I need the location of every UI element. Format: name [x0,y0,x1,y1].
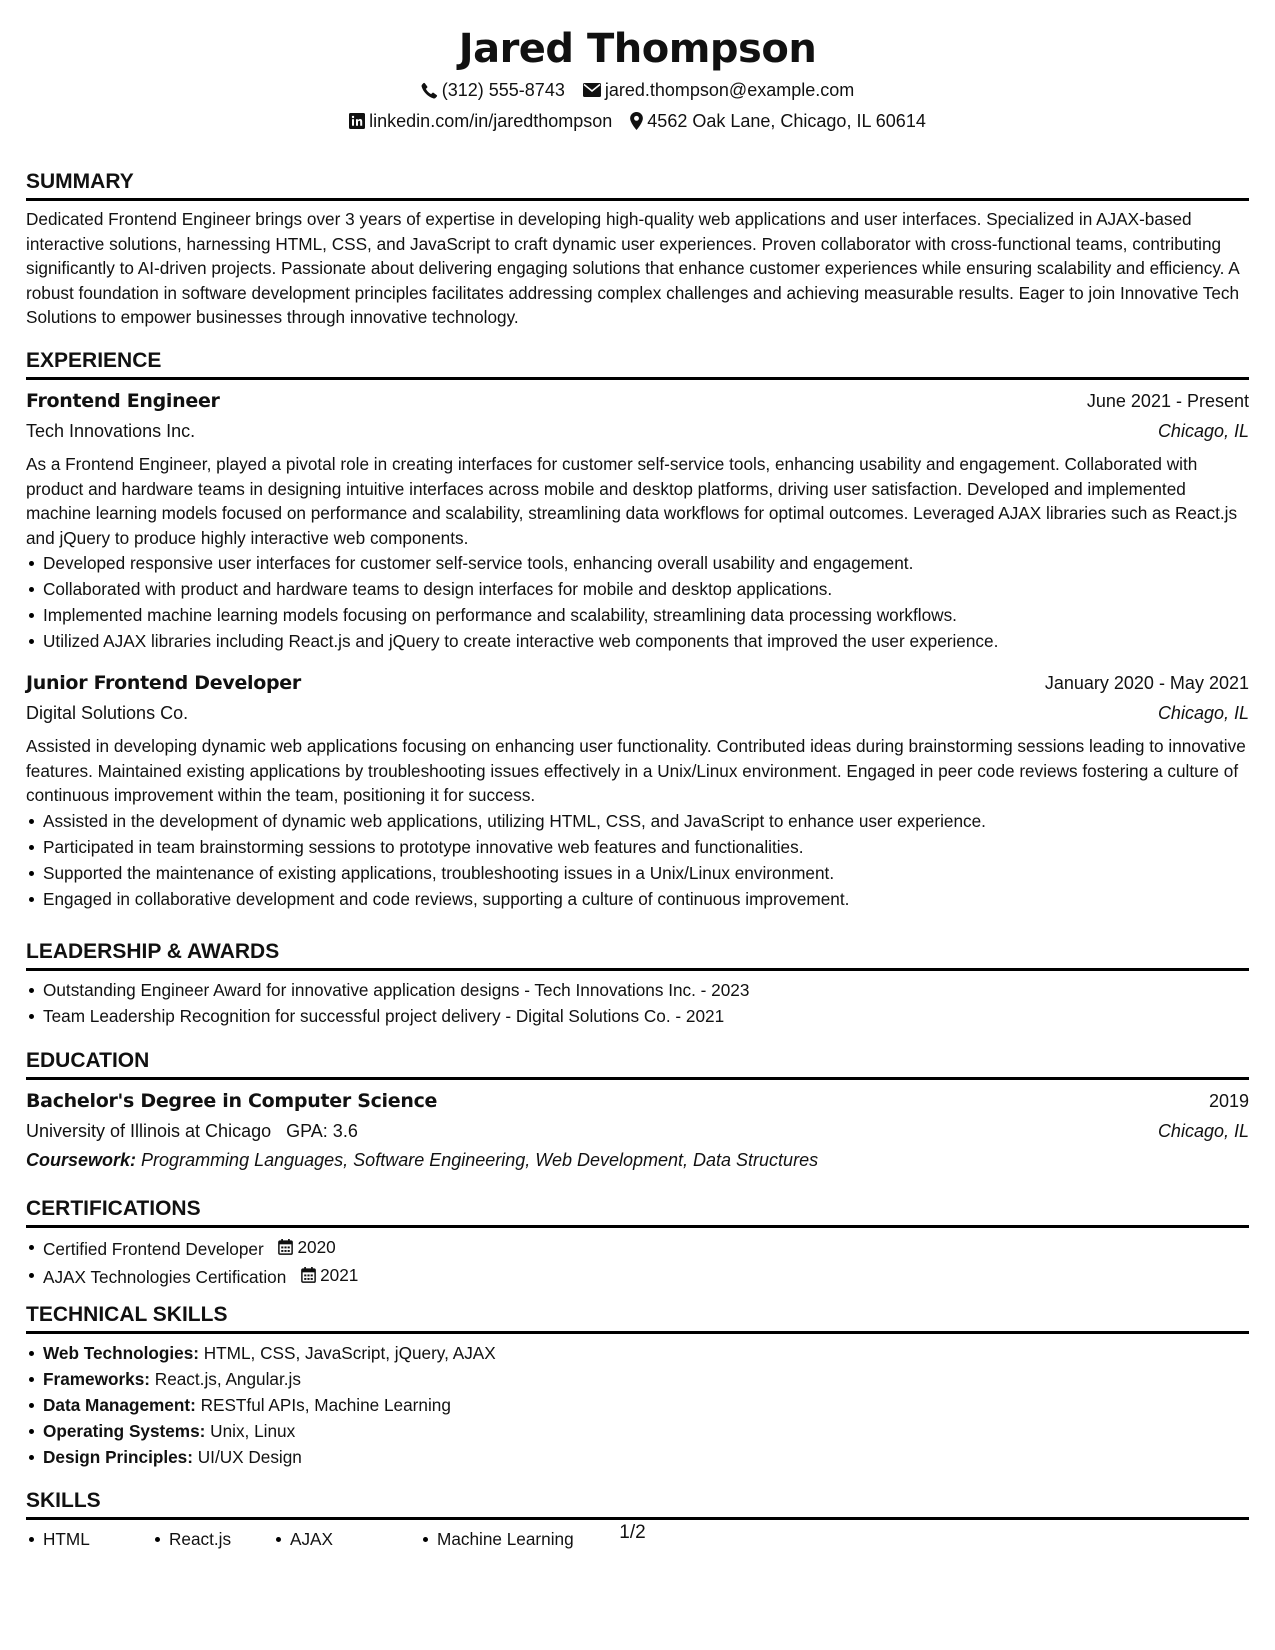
skill-values: RESTful APIs, Machine Learning [200,1395,451,1415]
award-item: Team Leadership Recognition for successful project delivery - Digital Solutions Co. - 2021 [43,1003,1249,1029]
job-bullet: Developed responsive user interfaces for customer self-service tools, enhancing overall usability and engagement. [43,550,1249,576]
job-bullet: Engaged in collaborative development and code reviews, supporting a culture of continuous improvement. [43,886,1249,912]
job-bullet: Collaborated with product and hardware teams to design interfaces for mobile and desktop applications. [43,576,1249,602]
calendar-icon [301,1267,316,1283]
technical-skill-item [43,1392,1249,1418]
coursework-label: Coursework: [26,1150,137,1170]
contact-linkedin[interactable] [349,108,612,134]
contact-email[interactable] [583,77,854,103]
job-company: Digital Solutions Co. [26,703,189,723]
job-company: Tech Innovations Inc. [26,421,196,441]
job-entry [26,386,1249,654]
skill-item: HTML [43,1526,169,1552]
address-text: 4562 Oak Lane, Chicago, IL 60614 [647,111,926,131]
skill-category: Frameworks: [43,1369,150,1389]
certification-name: Certified Frontend Developer [43,1239,264,1259]
contact-phone [421,77,565,103]
linkedin-icon [349,113,365,129]
job-bullet: Participated in team brainstorming sessions to prototype innovative web features and functionalities. [43,834,1249,860]
skill-category: Web Technologies: [43,1343,199,1363]
job-bullet: Implemented machine learning models focusing on performance and scalability, streamlining data processing workflows. [43,602,1249,628]
skill-item: Machine Learning [437,1526,574,1552]
section-heading-leadership: LEADERSHIP & AWARDS [26,938,1249,971]
section-heading-experience: EXPERIENCE [26,347,1249,380]
certifications-section [26,1195,1249,1290]
map-pin-icon [630,112,643,130]
skill-item: React.js [169,1526,290,1552]
leadership-section [26,938,1249,1029]
technical-skills-list [26,1340,1249,1470]
section-heading-technical-skills: TECHNICAL SKILLS [26,1301,1249,1334]
coursework-line [26,1146,1249,1174]
envelope-icon [583,83,601,97]
summary-text: Dedicated Frontend Engineer brings over 3 years of expertise in developing high-quality web applications and user interfaces. Specialized in AJAX-based interactive solutions, harnessing HTML, CSS, and JavaScript to craft dynamic user experiences. Proven collaborator with cross-functional teams, contributing significantly to AI-driven projects. Passionate about delivering engaging solutions that enhance customer experiences while ensuring scalability and efficiency. A robust foundation in software development principles facilitates addressing complex challenges and achieving measurable results. Eager to join Innovative Tech Solutions to empower businesses through innovative technology. [26,209,1240,327]
summary-section [26,168,1249,330]
job-bullet: Utilized AJAX libraries including React.js and jQuery to create interactive web components that improved the user experience. [43,628,1249,654]
job-location: Chicago, IL [1157,703,1249,723]
job-bullet: Supported the maintenance of existing applications, troubleshooting issues in a Unix/Linux environment. [43,860,1249,886]
degree-title: Bachelor's Degree in Computer Science [26,1090,438,1112]
gpa: GPA: 3.6 [286,1121,358,1141]
school-name: University of Illinois at Chicago [26,1121,272,1141]
skill-values: Unix, Linux [210,1421,296,1441]
job-title: Junior Frontend Developer [26,672,301,694]
job-entry [26,668,1249,912]
skill-category: Data Management: [43,1395,196,1415]
job-description: As a Frontend Engineer, played a pivotal role in creating interfaces for customer self-service tools, enhancing usability and engagement. Collaborated with product and hardware teams in designing intuitive interfaces across mobile and desktop platforms, driving user satisfaction. Developed and implemented machine learning models focused on performance and scalability, streamlining data workflows for optimal outcomes. Leveraged AJAX libraries such as React.js and jQuery to produce highly interactive web components. [26,454,1238,548]
skill-category: Design Principles: [43,1447,193,1467]
email-link[interactable]: jared.thompson@example.com [604,80,855,100]
candidate-name: Jared Thompson [458,26,817,72]
resume-page [26,0,1249,1549]
skill-values: UI/UX Design [197,1447,302,1467]
job-dates: January 2020 - May 2021 [1044,673,1249,693]
section-heading-certifications: CERTIFICATIONS [26,1195,1249,1228]
experience-section [26,347,1249,926]
award-item: Outstanding Engineer Award for innovative application designs - Tech Innovations Inc. - 2023 [43,977,1249,1003]
technical-skill-item [43,1340,1249,1366]
page-number: 1/2 [619,1522,646,1543]
technical-skill-item [43,1444,1249,1470]
awards-list [26,977,1249,1029]
job-description: Assisted in developing dynamic web applications focusing on enhancing user functionality. Contributed ideas during brainstorming sessions leading to innovative features. Maintained existing applications by troubleshooting issues effectively in a Unix/Linux environment. Engaged in peer code reviews fostering a culture of continuous improvement within the team, positioning it for success. [26,736,1246,805]
contact-line-secondary [26,108,1249,134]
graduation-year: 2019 [1208,1091,1249,1111]
certification-item [43,1234,1249,1262]
phone-text: (312) 555-8743 [441,80,565,100]
phone-icon [421,82,438,99]
technical-skill-item [43,1418,1249,1444]
certification-name: AJAX Technologies Certification [43,1267,287,1287]
contact-address [630,108,926,134]
coursework-text: Programming Languages, Software Engineering, Web Development, Data Structures [141,1150,819,1170]
job-bullets [26,550,1249,654]
school-location: Chicago, IL [1157,1121,1249,1141]
skill-category: Operating Systems: [43,1421,206,1441]
job-dates: June 2021 - Present [1086,391,1249,411]
job-title: Frontend Engineer [26,390,220,412]
section-heading-summary: SUMMARY [26,168,1249,201]
section-heading-education: EDUCATION [26,1047,1249,1080]
certification-year: 2021 [320,1265,359,1285]
certification-item [43,1262,1249,1290]
skill-item: AJAX [290,1526,437,1552]
linkedin-link[interactable]: linkedin.com/in/jaredthompson [369,111,613,131]
job-location: Chicago, IL [1157,421,1249,441]
calendar-icon [278,1239,293,1255]
skill-values: React.js, Angular.js [154,1369,301,1389]
education-section [26,1047,1249,1174]
certification-year: 2020 [297,1237,336,1257]
skill-values: HTML, CSS, JavaScript, jQuery, AJAX [203,1343,496,1363]
job-bullets [26,808,1249,912]
job-bullet: Assisted in the development of dynamic web applications, utilizing HTML, CSS, and JavaScript to enhance user experience. [43,808,1249,834]
school-line [26,1116,358,1146]
technical-skill-item [43,1366,1249,1392]
technical-skills-section [26,1301,1249,1470]
section-heading-skills: SKILLS [26,1487,1249,1520]
contact-line-primary [26,77,1249,103]
certifications-list [26,1234,1249,1290]
